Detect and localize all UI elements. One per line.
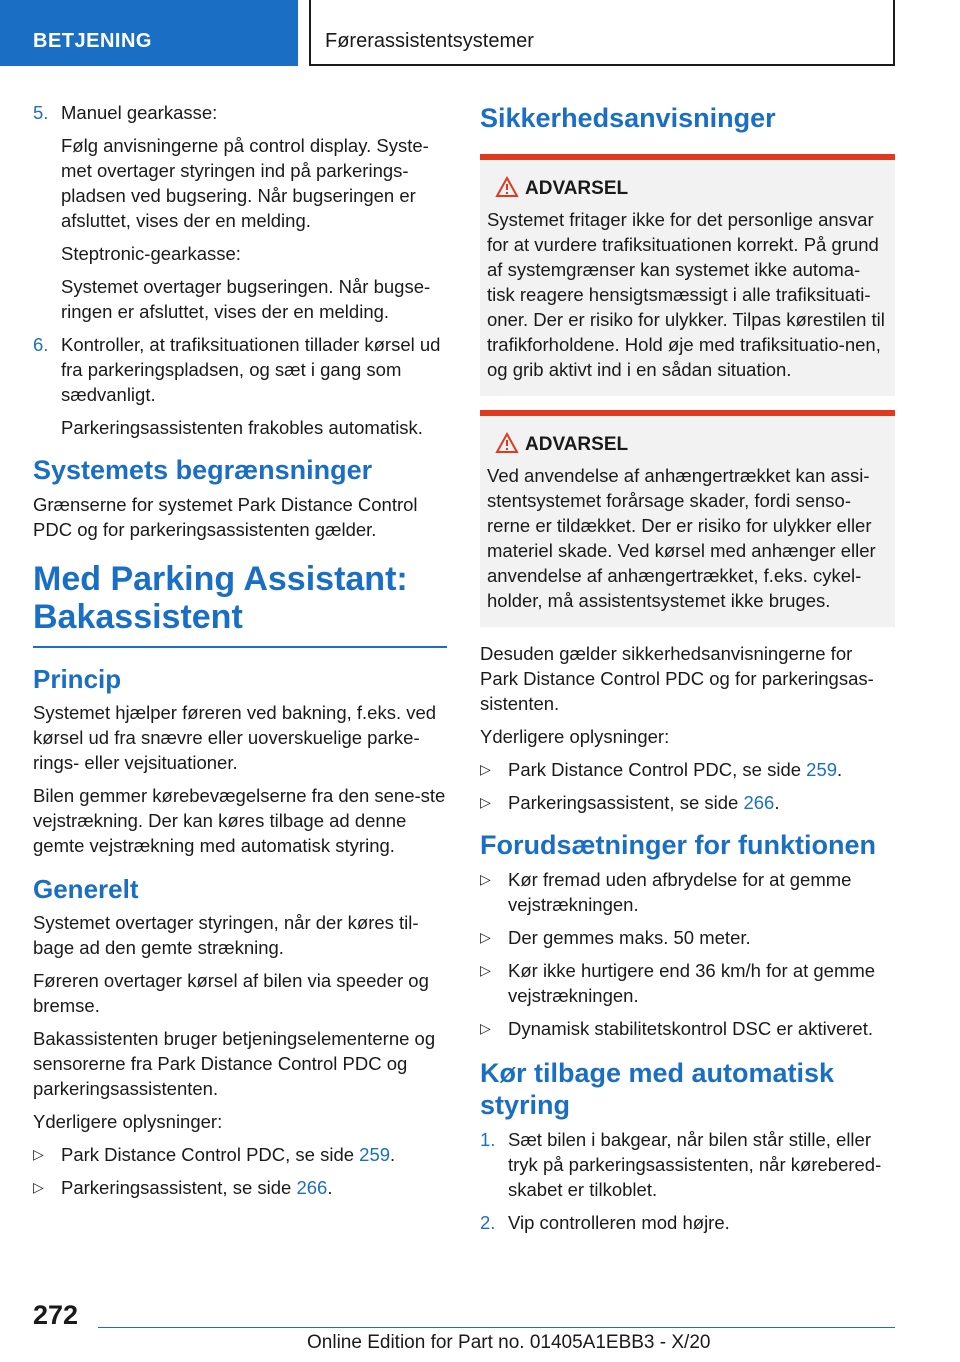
triangle-bullet-icon: ▷	[33, 1146, 44, 1162]
step-5	[33, 100, 447, 324]
more-info-label: Yderligere oplysninger:	[33, 1111, 223, 1132]
prereq-heading: Forudsætninger for funktionen	[480, 830, 876, 860]
more-info-label: Yderligere oplysninger:	[480, 726, 670, 747]
warning-label: ADVARSEL	[525, 434, 629, 455]
warning-text: Ved anvendelse af anhængertrækket kan assi-stentsystemet forårsage skader, fordi senso-rerne er tildækket. Der er risiko for ulykker eller materiel skade. Ved kørsel med anhænger eller anvendelse af anhængertrækket, f.eks. cykel-holder, må assistentsystemet ikke bruges.	[487, 465, 876, 611]
triangle-bullet-icon: ▷	[480, 962, 491, 978]
step-text: Systemet overtager bugseringen. Når bugse-ringen er afsluttet, vises der en melding.	[61, 276, 431, 322]
limits-heading: Systemets begrænsninger	[33, 455, 373, 485]
warning-header	[487, 432, 887, 457]
warning-label: ADVARSEL	[525, 178, 629, 199]
section-tab	[0, 0, 298, 66]
page-number: 272	[33, 1300, 79, 1330]
right-column	[480, 100, 895, 1243]
principle-heading: Princip	[33, 664, 122, 694]
page-link-259[interactable]: 259	[806, 759, 838, 780]
warning-triangle-icon	[495, 432, 519, 454]
general-heading: Generelt	[33, 874, 139, 904]
triangle-bullet-icon: ▷	[33, 1179, 44, 1195]
step-number: 1.	[480, 1129, 496, 1150]
page-link-266[interactable]: 266	[743, 792, 775, 813]
general-text: Bakassistenten bruger betjeningselementerne og sensorerne fra Park Distance Control PDC og parkeringsassistenten.	[33, 1028, 436, 1099]
reverse-step-1	[480, 1127, 895, 1202]
footer-rule	[98, 1327, 895, 1328]
step-number: 5.	[33, 102, 49, 123]
list-item: ▷ Park Distance Control PDC, se side 259.	[33, 1144, 396, 1165]
step-text: Steptronic-gearkasse:	[61, 243, 241, 264]
step-text: Vip controlleren mod højre.	[508, 1212, 730, 1233]
step-text: Manuel gearkasse:	[61, 102, 218, 123]
triangle-bullet-icon: ▷	[480, 871, 491, 887]
warning-text: Systemet fritager ikke for det personlige ansvar for at vurdere trafiksituationen korrekt. På grund af systemgrænser kan systemet ikke automa-tisk reagere hensigtsmæssigt i alle trafiksituati-oner. Der er risiko for ulykker. Tilpas kørestilen til trafikforholdene. Hold øje med trafiksituatio-nen, og grib aktivt ind i en sådan situation.	[487, 209, 885, 380]
triangle-bullet-icon: ▷	[480, 794, 491, 810]
reverse-step-2	[480, 1210, 895, 1235]
warning-triangle-icon	[495, 176, 519, 198]
limits-text: Grænserne for systemet Park Distance Control PDC og for parkeringsassistenten gælder.	[33, 494, 418, 540]
list-item: ▷ Kør fremad uden afbrydelse for at gemme vejstrækningen.	[480, 869, 852, 915]
principle-text: Bilen gemmer kørebevægelserne fra den sene-ste vejstrækning. Der kan køres tilbage ad denne gemte vejstrækning med automatisk styring.	[33, 785, 446, 856]
principle-text: Systemet hjælper føreren ved bakning, f.eks. ved kørsel ud fra snævre eller uoverskuelige parke-rings- eller vejsituationer.	[33, 702, 437, 773]
list-item: ▷ Parkeringsassistent, se side 266.	[33, 1177, 333, 1198]
main-heading: Med Parking Assistant: Bakassistent	[33, 560, 408, 636]
page-header	[0, 0, 960, 66]
heading-rule	[33, 646, 447, 648]
page-link-259[interactable]: 259	[359, 1144, 391, 1165]
triangle-bullet-icon: ▷	[480, 761, 491, 777]
left-column	[33, 100, 447, 1208]
also-text: Desuden gælder sikkerhedsanvisningerne for Park Distance Control PDC og for parkeringsas-sistenten.	[480, 643, 874, 714]
page-link-266[interactable]: 266	[296, 1177, 328, 1198]
warning-box	[480, 410, 895, 627]
list-item: ▷ Kør ikke hurtigere end 36 km/h for at gemme vejstrækningen.	[480, 960, 876, 1006]
step-text: Følg anvisningerne på control display. Syste-met overtager styringen ind på parkerings-pladsen ved bugsering. Når bugseringen er afsluttet, vises der en melding.	[61, 135, 429, 231]
list-item: ▷ Dynamisk stabilitetskontrol DSC er aktiveret.	[480, 1018, 873, 1039]
triangle-bullet-icon: ▷	[480, 1020, 491, 1036]
step-number: 2.	[480, 1212, 496, 1233]
list-item: ▷ Der gemmes maks. 50 meter.	[480, 927, 751, 948]
chapter-title: Førerassistentsystemer	[325, 30, 534, 52]
warning-header	[487, 176, 887, 201]
section-title: BETJENING	[33, 30, 152, 52]
step-number: 6.	[33, 334, 49, 355]
reverse-heading: Kør tilbage med automatisk styring	[480, 1058, 835, 1120]
step-6	[33, 332, 447, 440]
list-item: ▷ Parkeringsassistent, se side 266.	[480, 792, 780, 813]
step-text: Parkeringsassistenten frakobles automatisk.	[61, 417, 423, 438]
safety-heading: Sikkerhedsanvisninger	[480, 103, 776, 133]
triangle-bullet-icon: ▷	[480, 929, 491, 945]
general-text: Føreren overtager kørsel af bilen via speeder og bremse.	[33, 970, 429, 1016]
step-text: Sæt bilen i bakgear, når bilen står stille, eller tryk på parkeringsassistenten, når kørebered-skabet er tilkoblet.	[508, 1129, 882, 1200]
step-text: Kontroller, at trafiksituationen tillader kørsel ud fra parkeringspladsen, og sæt i gang som sædvanligt.	[61, 334, 441, 405]
warning-box	[480, 154, 895, 396]
edition-text: Online Edition for Part no. 01405A1EBB3 - X/20	[307, 1332, 711, 1353]
chapter-box	[311, 0, 895, 66]
general-text: Systemet overtager styringen, når der køres til-bage ad den gemte strækning.	[33, 912, 419, 958]
list-item: ▷ Park Distance Control PDC, se side 259.	[480, 759, 843, 780]
